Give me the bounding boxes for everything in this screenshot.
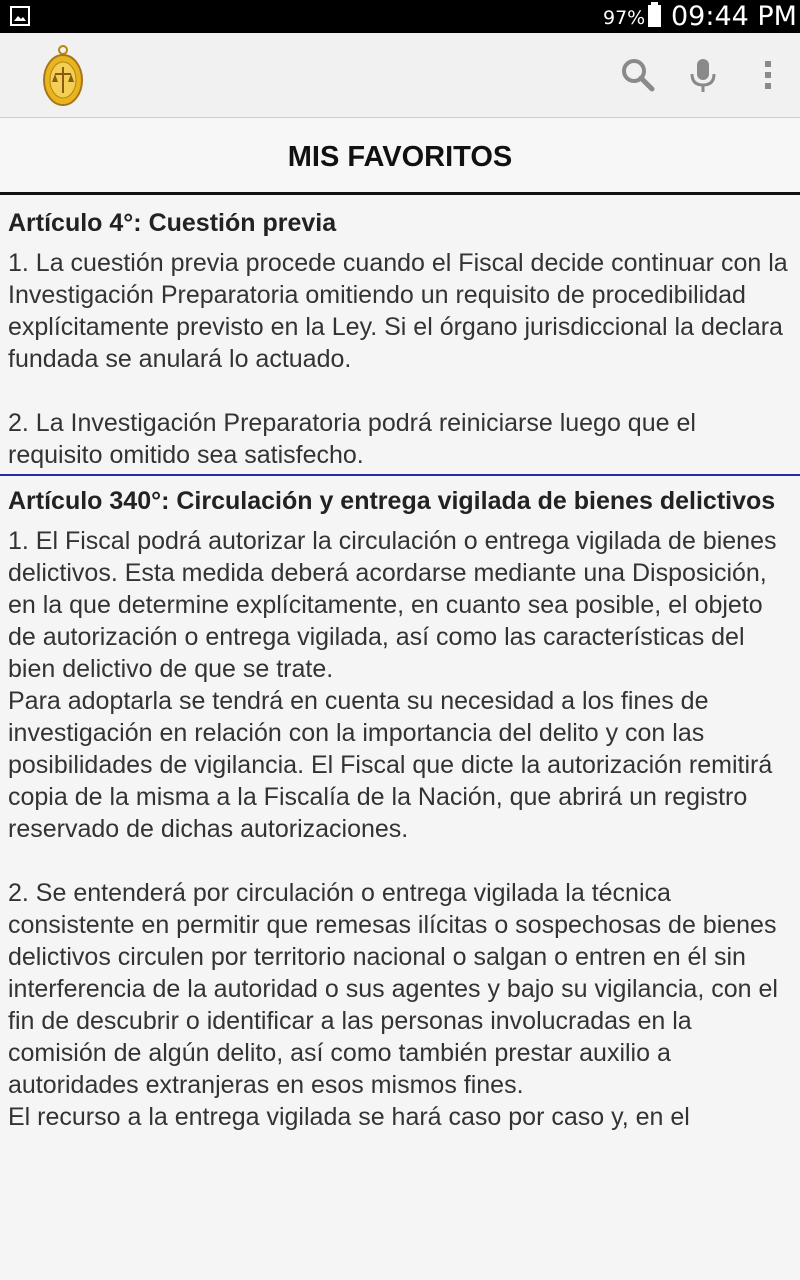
app-bar	[0, 33, 800, 118]
article-title: Artículo 4°: Cuestión previa	[8, 209, 337, 237]
page-header	[0, 118, 800, 195]
microphone-icon[interactable]	[683, 55, 723, 95]
article-body: 1. El Fiscal podrá autorizar la circulación o entrega vigilada de bienes delictivos. Esta medida deberá acordarse mediante una Disposición, en la que determine explícitamente, en cuanto sea posible, el objeto de autorización o entrega vigilada, así como las características del bien delictivo de que se trate. Para adoptarla se tendrá en cuenta su necesidad a los fines de investigación en relación con la importancia del delito y con las posibilidades de vigilancia. El Fiscal que dicte la autorización remitirá copia de la misma a la Fiscalía de la Nación, que abrirá un registro reservado de dichas autorizaciones. 2. Se entenderá por circulación o entrega vigilada la técnica consistente en permitir que remesas ilícitas o sospechosas de bienes delictivos circulen por territorio nacional o salgan o entren en él sin interferencia de la autoridad o sus agentes y bajo su vigilancia, con el fin de descubrir o identificar a las personas involucradas en la comisión de algún delito, así como también prestar auxilio a autoridades extranjeras en esos mismos fines. El recurso a la entrega vigilada se hará caso por caso y, en el	[8, 527, 778, 1131]
battery-percent: 97%	[603, 7, 646, 29]
overflow-menu-icon[interactable]	[748, 55, 788, 95]
judicial-seal-icon[interactable]	[40, 45, 86, 111]
article-body: 1. La cuestión previa procede cuando el Fiscal decide continuar con la Investigación Preparatoria omitiendo un requisito de procedibilidad explícitamente previsto en la Ley. Si el órgano jurisdiccional la declara fundada se anulará lo actuado. 2. La Investigación Preparatoria podrá reiniciarse luego que el requisito omitido sea satisfecho.	[8, 249, 788, 469]
image-notification-icon	[10, 6, 30, 26]
battery-icon	[648, 5, 661, 27]
page-title: MIS FAVORITOS	[287, 141, 513, 173]
favorite-article[interactable]	[0, 474, 800, 1133]
clock: 09:44 PM	[671, 1, 797, 32]
search-icon[interactable]	[618, 55, 658, 95]
favorite-article[interactable]	[0, 195, 800, 474]
status-bar	[0, 0, 800, 33]
favorites-list[interactable]	[0, 195, 800, 1280]
article-title: Artículo 340°: Circulación y entrega vigilada de bienes delictivos	[8, 487, 776, 515]
